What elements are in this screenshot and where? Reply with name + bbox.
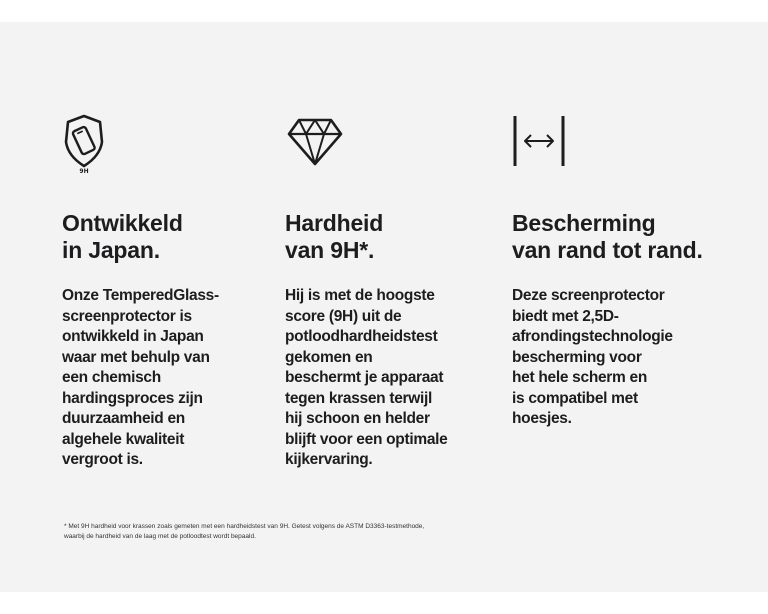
diamond-icon: [285, 112, 341, 174]
feature-panel: [0, 22, 768, 592]
svg-text:9H: 9H: [79, 168, 89, 174]
feature-title: Ontwikkeld in Japan.: [62, 210, 183, 263]
feature-description: Onze TemperedGlass- screenprotector is ontwikkeld in Japan waar met behulp van een chemisch hardingsproces zijn duurzaamheid en algehele kwaliteit vergroot is.: [62, 287, 219, 468]
edge-to-edge-icon: [512, 112, 568, 174]
feature-title: Hardheid van 9H*.: [285, 210, 384, 263]
feature-title: Bescherming van rand tot rand.: [512, 210, 703, 263]
feature-description: Deze screenprotector biedt met 2,5D- afrondingstechnologie bescherming voor het hele scherm en is compatibel met hoesjes.: [512, 287, 673, 427]
shield-phone-icon: [62, 112, 118, 174]
feature-description: Hij is met de hoogste score (9H) uit de potloodhardheidstest gekomen en beschermt je apparaat tegen krassen terwijl hij schoon en helder blijft voor een optimale kijkervaring.: [285, 287, 448, 468]
footnote: * Met 9H hardheid voor krassen zoals gemeten met een hardheidstest van 9H. Getest volgens de ASTM D3363-testmethode, waarbij de hardheid van de laag met de potloodtest wordt bepaald.: [64, 523, 425, 540]
